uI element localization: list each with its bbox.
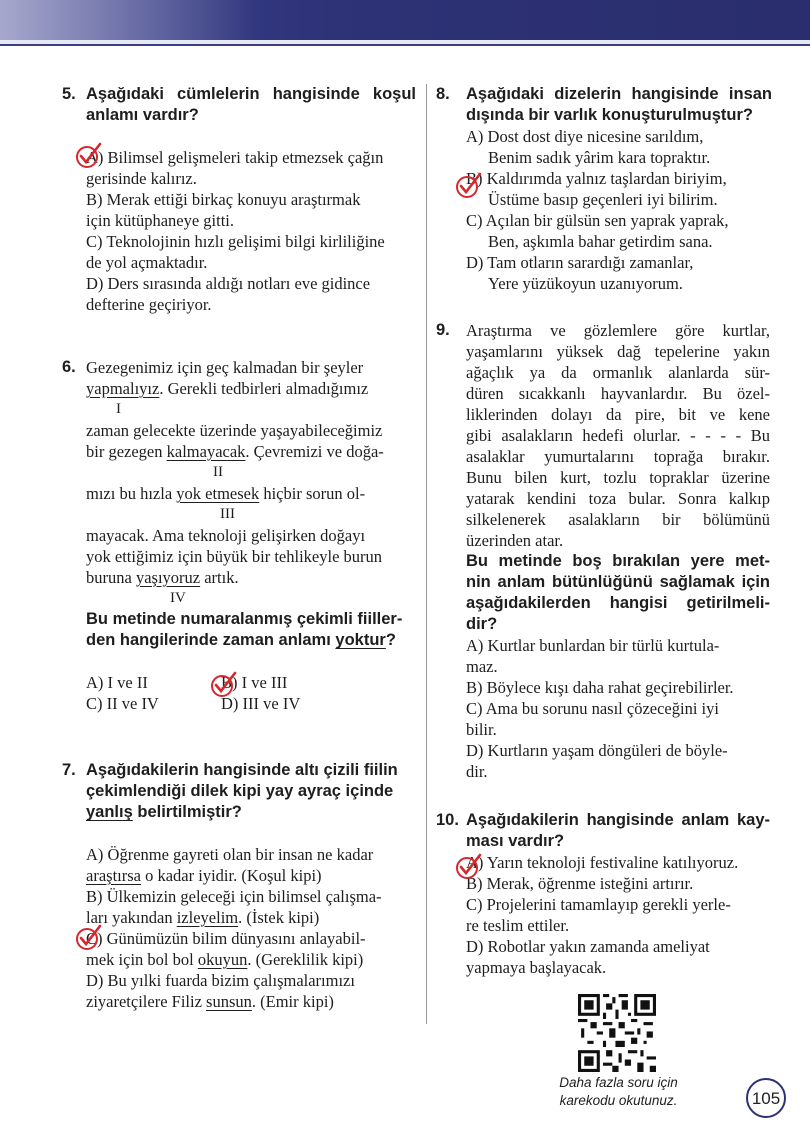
- option-d[interactable]: D) Kurtların yaşam döngüleri de böyle-: [466, 741, 728, 760]
- question-9: [436, 320, 772, 782]
- option-d-cont: yapmaya başlayacak.: [466, 958, 607, 977]
- question-8: [436, 84, 772, 294]
- option-b-cont: Üstüme basıp geçenleri iyi bilirim.: [488, 190, 718, 209]
- option-a-cont: Benim sadık yârim kara topraktır.: [488, 148, 711, 167]
- option-c-cont: re teslim ettiler.: [466, 916, 570, 935]
- question-number: 8.: [436, 85, 450, 103]
- question-5: [62, 84, 416, 315]
- option-c[interactable]: C) II ve IV: [86, 694, 159, 713]
- option-c[interactable]: C) Ama bu sorunu nasıl çözeceğini iyi: [466, 699, 719, 718]
- option-b[interactable]: B) I ve III: [221, 673, 288, 692]
- answer-check-icon: [456, 853, 482, 879]
- header-rule-dark: [0, 44, 810, 46]
- passage-line: buruna yaşıyoruz artık.: [86, 568, 239, 587]
- column-divider: [426, 84, 427, 1024]
- passage-line: üzerinden atar.: [466, 531, 564, 550]
- option-d[interactable]: D) III ve IV: [221, 694, 301, 713]
- option-c-cont: mek için bol bol okuyun. (Gereklilik kipi): [86, 950, 364, 969]
- roman-row: [86, 504, 418, 525]
- option-a[interactable]: A) Dost dost diye nicesine sarıldım,: [466, 127, 704, 146]
- question-number: 7.: [62, 761, 76, 779]
- option-b-cont: ları yakından izleyelim. (İstek kipi): [86, 908, 320, 927]
- option-c-cont: bilir.: [466, 720, 497, 739]
- option-a[interactable]: A) Öğrenme gayreti olan bir insan ne kadar: [86, 845, 374, 864]
- question-number: 10.: [436, 811, 459, 829]
- option-c[interactable]: C) Günümüzün bilim dünyasını anlayabil-: [86, 929, 366, 948]
- roman-iv: IV: [170, 590, 186, 606]
- passage-line: bir gezegen kalmayacak. Çevremizi ve doğa-: [86, 442, 384, 461]
- roman-row: [86, 588, 418, 609]
- option-c-cont: Ben, aşkımla bahar getirdim sana.: [488, 232, 713, 251]
- qr-code-icon[interactable]: [578, 994, 656, 1072]
- question-stem: çekimlendiği dilek kipi yay ayraç içinde: [86, 782, 394, 800]
- roman-row: [86, 399, 418, 420]
- option-d[interactable]: D) Bu yılki fuarda bizim çalışmalarımızı: [86, 971, 355, 990]
- option-c[interactable]: C) Teknolojinin hızlı gelişimi bilgi kirliliğine: [86, 232, 385, 251]
- question-stem: yanlış belirtilmiştir?: [86, 803, 242, 821]
- passage-line: düren sıcakkanlı hayvanlardır. Bu özel-: [466, 384, 770, 403]
- page-number: 105: [746, 1078, 786, 1118]
- answer-check-icon: [211, 671, 237, 697]
- option-b[interactable]: B) Merak ettiği birkaç konuyu araştırmak: [86, 190, 361, 209]
- option-c-cont: de yol açmaktadır.: [86, 253, 208, 272]
- header-fade: [0, 0, 260, 40]
- question-stem: Aşağıdaki cümlelerin hangisinde koşul: [86, 85, 416, 103]
- passage-line: yatarak kendini toza bular. Sonra kalkıp: [466, 489, 770, 508]
- option-a[interactable]: A) Kurtlar bunlardan bir türlü kurtula-: [466, 636, 720, 655]
- answer-check-icon: [76, 142, 102, 168]
- option-d-cont: defterine geçiriyor.: [86, 295, 212, 314]
- question-stem: anlamı vardır?: [86, 106, 199, 124]
- passage-line: mayacak. Ama teknoloji gelişirken doğayı: [86, 526, 366, 545]
- passage-line: yok ettiğimiz için büyük bir tehlikeyle burun: [86, 547, 383, 566]
- option-d[interactable]: D) Ders sırasında aldığı notları eve gidince: [86, 274, 371, 293]
- option-d[interactable]: D) Robotlar yakın zamanda ameliyat: [466, 937, 710, 956]
- option-a[interactable]: A) Yarın teknoloji festivaline katılıyoruz.: [466, 853, 739, 872]
- passage-line: silkelenerek asalakların bir bölümünü: [466, 510, 770, 529]
- verb-i: yapmalıyız: [86, 379, 160, 398]
- option-b[interactable]: B) Ülkemizin geleceği için bilimsel çalışma-: [86, 887, 382, 906]
- option-a-cont: araştırsa o kadar iyidir. (Koşul kipi): [86, 866, 322, 885]
- question-stem: aşağıdakilerden hangisi getirilmeli-: [466, 594, 770, 612]
- passage-line: ağaçlık ya da ormanlık alanlarda sür-: [466, 363, 770, 382]
- option-d-cont: ziyaretçilere Filiz sunsun. (Emir kipi): [86, 992, 334, 1011]
- answer-check-icon: [456, 172, 482, 198]
- qr-caption: Daha fazla soru için karekodu okutunuz.: [559, 1075, 678, 1108]
- option-c[interactable]: C) Projelerini tamamlayıp gerekli yerle-: [466, 895, 731, 914]
- question-6: [62, 357, 418, 714]
- question-10: [436, 810, 772, 978]
- verb-ii: kalmayacak: [166, 442, 246, 461]
- option-a[interactable]: A) I ve II: [86, 673, 148, 692]
- option-d-cont: Yere yüzükoyun uzanıyorum.: [488, 274, 683, 293]
- option-b[interactable]: B) Böylece kışı daha rahat geçirebilirler.: [466, 678, 734, 697]
- question-stem: Bu metinde boş bırakılan yere met-: [466, 552, 770, 570]
- question-stem: Bu metinde numaralanmış çekimli fiiller-: [86, 610, 403, 628]
- roman-iii: III: [220, 506, 235, 522]
- passage-line: yapmalıyız. Gerekli tedbirleri almadığımız: [86, 379, 369, 398]
- verb-iii: yok etmesek: [176, 484, 260, 503]
- question-stem: Aşağıdaki dizelerin hangisinde insan: [466, 85, 772, 103]
- option-b[interactable]: B) Kaldırımda yalnız taşlardan biriyim,: [466, 169, 727, 188]
- question-stem: Aşağıdakilerin hangisinde anlam kay-: [466, 811, 770, 829]
- answer-check-icon: [76, 924, 102, 950]
- question-number: 5.: [62, 85, 76, 103]
- passage-line: asalaklar yumurtalarını toprağa bırakır.: [466, 447, 770, 466]
- passage-line: Araştırma ve gözlemlere göre kurtlar,: [466, 321, 770, 340]
- question-number: 9.: [436, 321, 450, 339]
- question-stem: dışında bir varlık konuşturulmuştur?: [466, 106, 753, 124]
- passage-line: Gezegenimiz için geç kalmadan bir şeyler: [86, 358, 364, 377]
- option-c[interactable]: C) Açılan bir gülsün sen yaprak yaprak,: [466, 211, 729, 230]
- option-a[interactable]: A) Bilimsel gelişmeleri takip etmezsek çağın: [86, 148, 384, 167]
- option-a-cont: maz.: [466, 657, 498, 676]
- question-stem: ması vardır?: [466, 832, 565, 850]
- roman-i: I: [116, 401, 121, 417]
- option-d[interactable]: D) Tam otların sarardığı zamanlar,: [466, 253, 694, 272]
- roman-ii: II: [213, 464, 223, 480]
- passage-line: yaşamlarını yüksek dağ tepelerine yakın: [466, 342, 770, 361]
- question-7: [62, 760, 418, 1012]
- question-stem: den hangilerinde zaman anlamı yoktur?: [86, 631, 396, 649]
- option-d-cont: dir.: [466, 762, 488, 781]
- question-stem: Aşağıdakilerin hangisinde altı çizili fiilin: [86, 761, 398, 779]
- question-stem: dir?: [466, 615, 498, 633]
- question-stem: nin anlam bütünlüğünü sağlamak için: [466, 573, 770, 591]
- option-b-cont: için kütüphaneye gitti.: [86, 211, 235, 230]
- verb-iv: yaşıyoruz: [135, 568, 201, 587]
- roman-row: [86, 462, 418, 483]
- question-number: 6.: [62, 358, 76, 376]
- passage-line: mızı bu hızla yok etmesek hiçbir sorun ol-: [86, 484, 366, 503]
- passage-line: Bunu bilen kurt, tozlu topraklar üzerine: [466, 468, 770, 487]
- option-b[interactable]: B) Merak, öğrenme isteğini artırır.: [466, 874, 694, 893]
- option-a-cont: gerisinde kalırız.: [86, 169, 197, 188]
- passage-line: zaman gelecekte üzerinde yaşayabileceğimiz: [86, 421, 383, 440]
- passage-line: gibi asalakların hedefi olurlar. - - - - Bu: [466, 426, 770, 445]
- passage-line: liklerinden dolayı da pire, bit ve kene: [466, 405, 770, 424]
